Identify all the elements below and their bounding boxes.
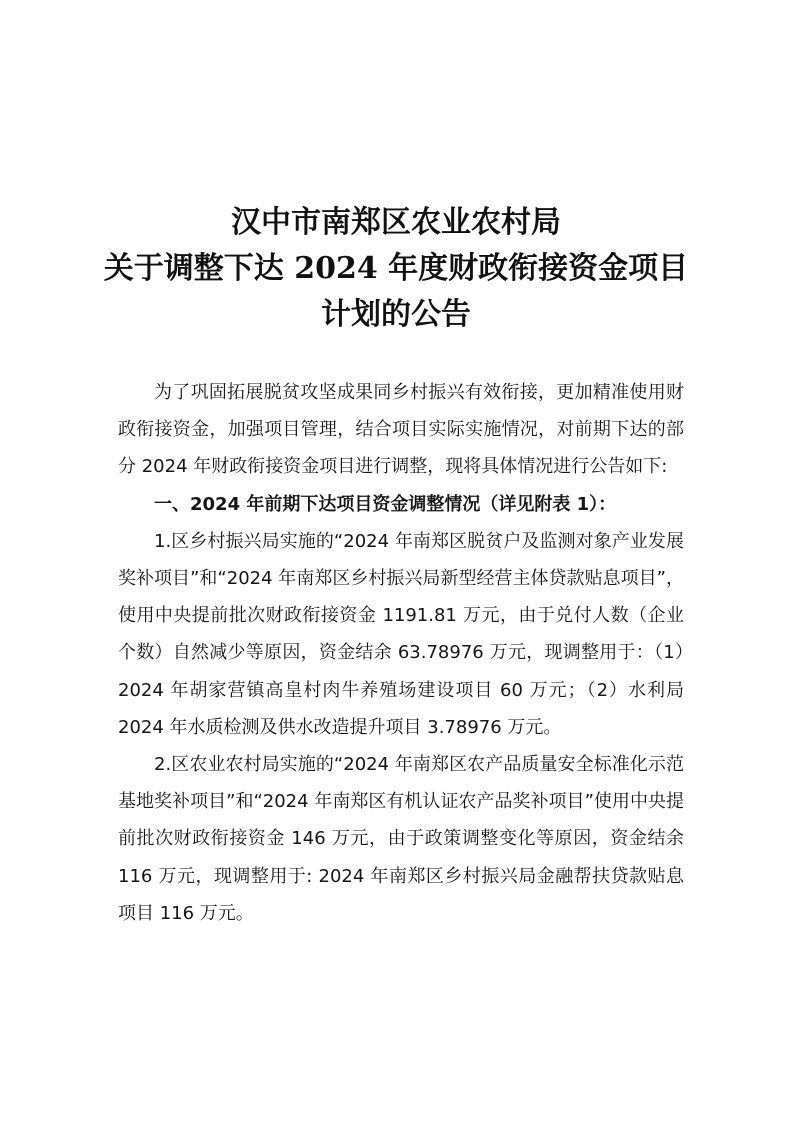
- intro-paragraph: 为了巩固拓展脱贫攻坚成果同乡村振兴有效衔接，更加精准使用财政衔接资金，加强项目管理，结合项目实际实施情况，对前期下达的部分 2024 年财政衔接资金项目进行调整，现将具体情况进行公告如下:: [118, 382, 684, 478]
- title-line-2: 关于调整下达 2024 年度财政衔接资金项目: [103, 251, 689, 286]
- item-1-paragraph: 1.区乡村振兴局实施的“2024 年南郑区脱贫户及监测对象产业发展奖补项目”和“2024 年南郑区乡村振兴局新型经营主体贷款贴息项目”，使用中央提前批次财政衔接资金 1191.81 万元，由于兑付人数（企业个数）自然减少等原因，资金结余 63.78976 万元，现调整用于：（1）2024 年胡家营镇高皇村肉牛养殖场建设项目 60 万元；（2）水利局 2024 年水质检测及供水改造提升项目 3.78976 万元。: [118, 530, 684, 738]
- document-body: [118, 374, 684, 932]
- document-title: [80, 200, 712, 338]
- title-line-1: 汉中市南郑区农业农村局: [231, 205, 561, 240]
- title-line-3: 计划的公告: [321, 297, 471, 332]
- item-2-paragraph: 2.区农业农村局实施的“2024 年南郑区农产品质量安全标准化示范基地奖补项目”和“2024 年南郑区有机认证农产品奖补项目”使用中央提前批次财政衔接资金 146 万元，由于政策调整变化等原因，资金结余 116 万元，现调整用于: 2024 年南郑区乡村振兴局金融帮扶贷款贴息项目 116 万元。: [118, 754, 684, 924]
- section-1-heading: 一、2024 年前期下达项目资金调整情况（详见附表 1）：: [154, 493, 617, 515]
